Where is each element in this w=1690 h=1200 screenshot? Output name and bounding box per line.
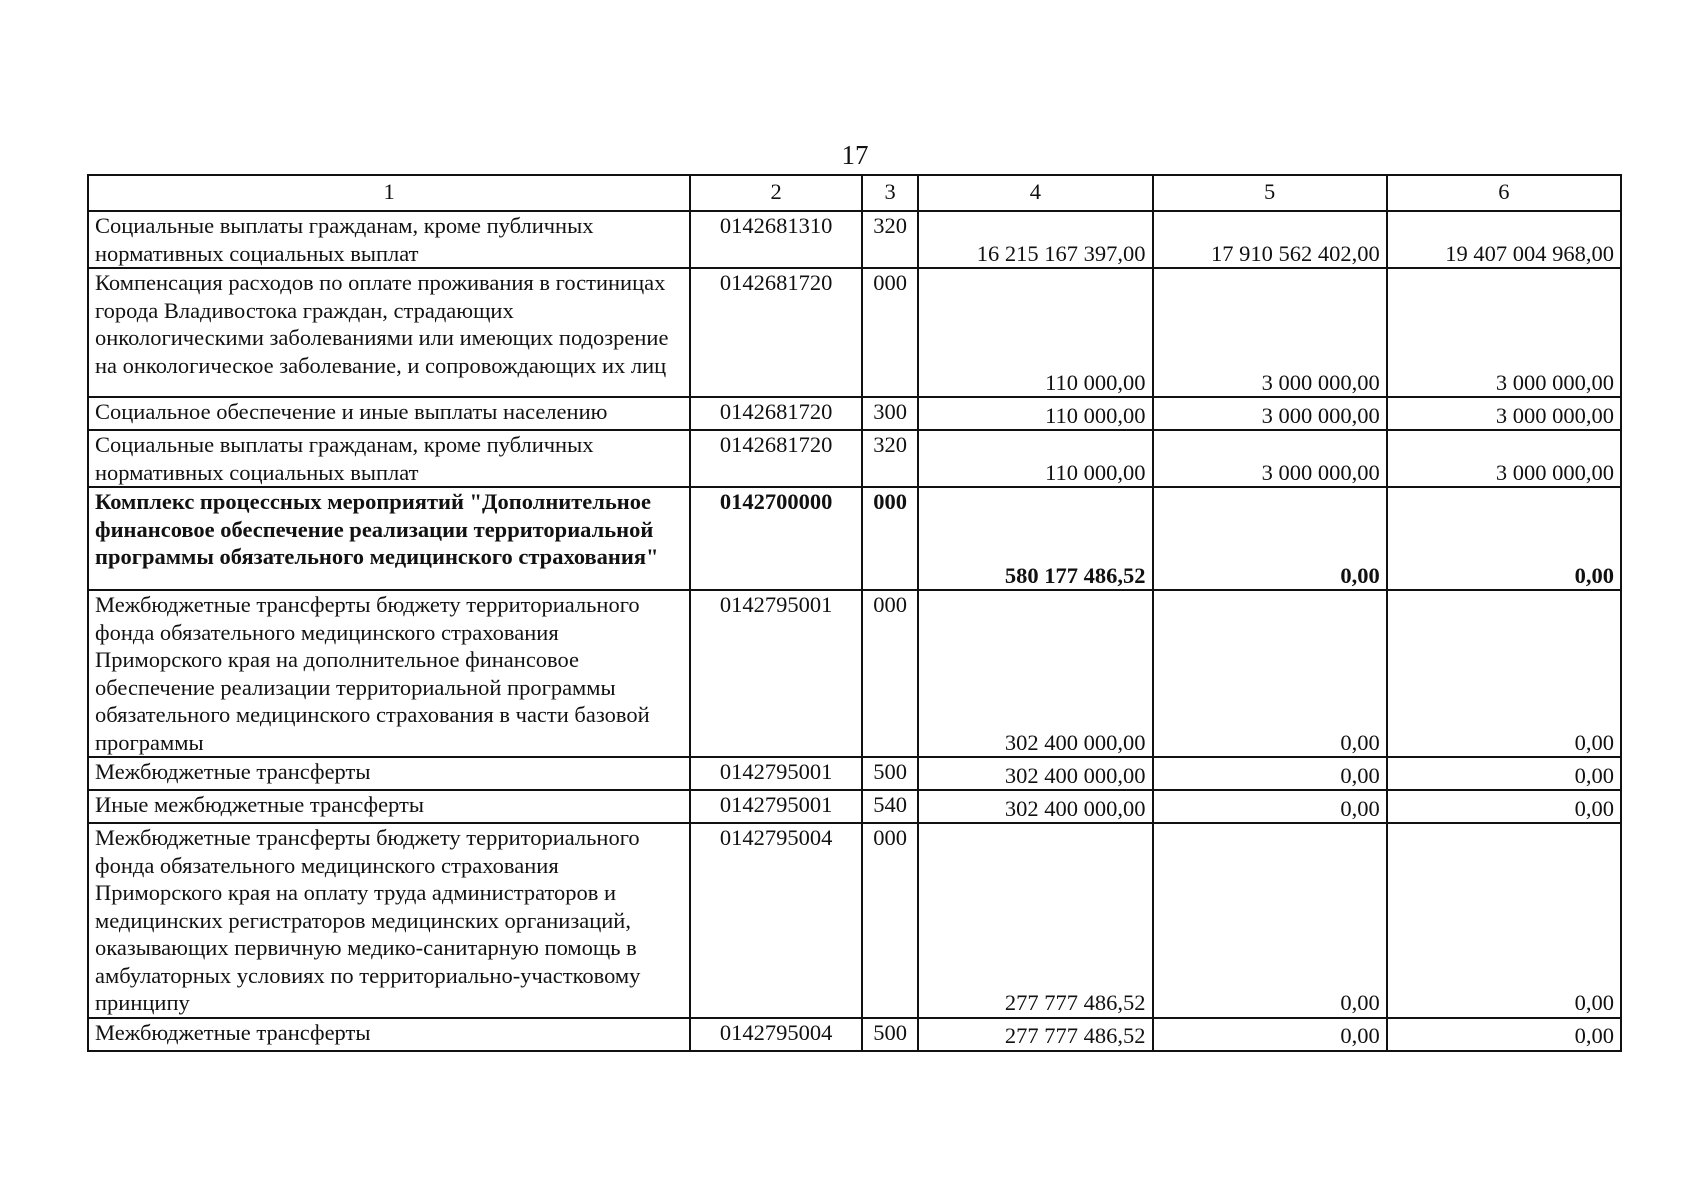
expense-type-code: 500	[862, 1018, 918, 1051]
target-article-code: 0142700000	[690, 487, 862, 590]
amount-col5: 17 910 562 402,00	[1153, 211, 1387, 268]
amount-col4: 110 000,00	[918, 430, 1152, 487]
budget-item-name: Социальное обеспечение и иные выплаты населению	[88, 397, 690, 430]
budget-item-name: Иные межбюджетные трансферты	[88, 790, 690, 823]
budget-item-name: Компенсация расходов по оплате проживания в гостиницах города Владивостока граждан, страдающих онкологическими заболеваниями или имеющих подозрение на онкологическое заболевание, и сопровождающих их лиц	[88, 268, 690, 397]
expense-type-code: 000	[862, 823, 918, 1018]
table-body	[88, 175, 1621, 1051]
table-row	[88, 211, 1621, 268]
target-article-code: 0142795001	[690, 590, 862, 757]
amount-col5: 0,00	[1153, 790, 1387, 823]
budget-item-name: Комплекс процессных мероприятий "Дополнительное финансовое обеспечение реализации территориальной программы обязательного медицинского страхования"	[88, 487, 690, 590]
amount-col6: 0,00	[1387, 823, 1621, 1018]
budget-item-name: Межбюджетные трансферты бюджету территориального фонда обязательного медицинского страхования Приморского края на дополнительное финансовое обеспечение реализации территориальной программы обязательного медицинского страхования в части базовой программы	[88, 590, 690, 757]
budget-item-name: Межбюджетные трансферты	[88, 757, 690, 790]
table-row	[88, 790, 1621, 823]
budget-item-name: Межбюджетные трансферты бюджету территориального фонда обязательного медицинского страхования Приморского края на оплату труда администраторов и медицинских регистраторов медицинских организаций, оказывающих первичную медико-санитарную помощь в амбулаторных условиях по территориально-участковому принципу	[88, 823, 690, 1018]
table-row	[88, 823, 1621, 1018]
amount-col5: 0,00	[1153, 590, 1387, 757]
target-article-code: 0142795004	[690, 823, 862, 1018]
expense-type-code: 000	[862, 590, 918, 757]
amount-col4: 110 000,00	[918, 268, 1152, 397]
amount-col6: 3 000 000,00	[1387, 268, 1621, 397]
amount-col4: 110 000,00	[918, 397, 1152, 430]
amount-col5: 0,00	[1153, 823, 1387, 1018]
amount-col6: 3 000 000,00	[1387, 397, 1621, 430]
target-article-code: 0142681720	[690, 397, 862, 430]
target-article-code: 0142795004	[690, 1018, 862, 1051]
amount-col6: 0,00	[1387, 1018, 1621, 1051]
header-cell: 1	[88, 175, 690, 211]
table-row	[88, 590, 1621, 757]
page-number: 17	[841, 140, 869, 170]
amount-col6: 0,00	[1387, 487, 1621, 590]
table-row	[88, 268, 1621, 397]
amount-col4: 580 177 486,52	[918, 487, 1152, 590]
expense-type-code: 300	[862, 397, 918, 430]
table-row	[88, 487, 1621, 590]
expense-type-code: 320	[862, 430, 918, 487]
amount-col4: 277 777 486,52	[918, 823, 1152, 1018]
target-article-code: 0142795001	[690, 790, 862, 823]
header-cell: 6	[1387, 175, 1621, 211]
target-article-code: 0142681310	[690, 211, 862, 268]
header-cell: 5	[1153, 175, 1387, 211]
expense-type-code: 500	[862, 757, 918, 790]
amount-col5: 3 000 000,00	[1153, 268, 1387, 397]
amount-col6: 0,00	[1387, 757, 1621, 790]
table-row	[88, 1018, 1621, 1051]
amount-col5: 0,00	[1153, 487, 1387, 590]
expense-type-code: 320	[862, 211, 918, 268]
table-row	[88, 430, 1621, 487]
target-article-code: 0142681720	[690, 268, 862, 397]
amount-col6: 0,00	[1387, 590, 1621, 757]
budget-item-name: Социальные выплаты гражданам, кроме публичных нормативных социальных выплат	[88, 430, 690, 487]
budget-item-name: Социальные выплаты гражданам, кроме публичных нормативных социальных выплат	[88, 211, 690, 268]
table-row	[88, 757, 1621, 790]
target-article-code: 0142681720	[690, 430, 862, 487]
budget-table	[87, 174, 1622, 1052]
amount-col5: 3 000 000,00	[1153, 430, 1387, 487]
amount-col6: 3 000 000,00	[1387, 430, 1621, 487]
header-cell: 2	[690, 175, 862, 211]
amount-col5: 0,00	[1153, 1018, 1387, 1051]
amount-col4: 302 400 000,00	[918, 590, 1152, 757]
amount-col6: 0,00	[1387, 790, 1621, 823]
amount-col5: 3 000 000,00	[1153, 397, 1387, 430]
header-cell: 4	[918, 175, 1152, 211]
expense-type-code: 000	[862, 268, 918, 397]
header-cell: 3	[862, 175, 918, 211]
amount-col4: 277 777 486,52	[918, 1018, 1152, 1051]
table-row	[88, 397, 1621, 430]
amount-col5: 0,00	[1153, 757, 1387, 790]
amount-col6: 19 407 004 968,00	[1387, 211, 1621, 268]
target-article-code: 0142795001	[690, 757, 862, 790]
expense-type-code: 000	[862, 487, 918, 590]
amount-col4: 16 215 167 397,00	[918, 211, 1152, 268]
amount-col4: 302 400 000,00	[918, 790, 1152, 823]
amount-col4: 302 400 000,00	[918, 757, 1152, 790]
expense-type-code: 540	[862, 790, 918, 823]
budget-item-name: Межбюджетные трансферты	[88, 1018, 690, 1051]
table-header-row	[88, 175, 1621, 211]
